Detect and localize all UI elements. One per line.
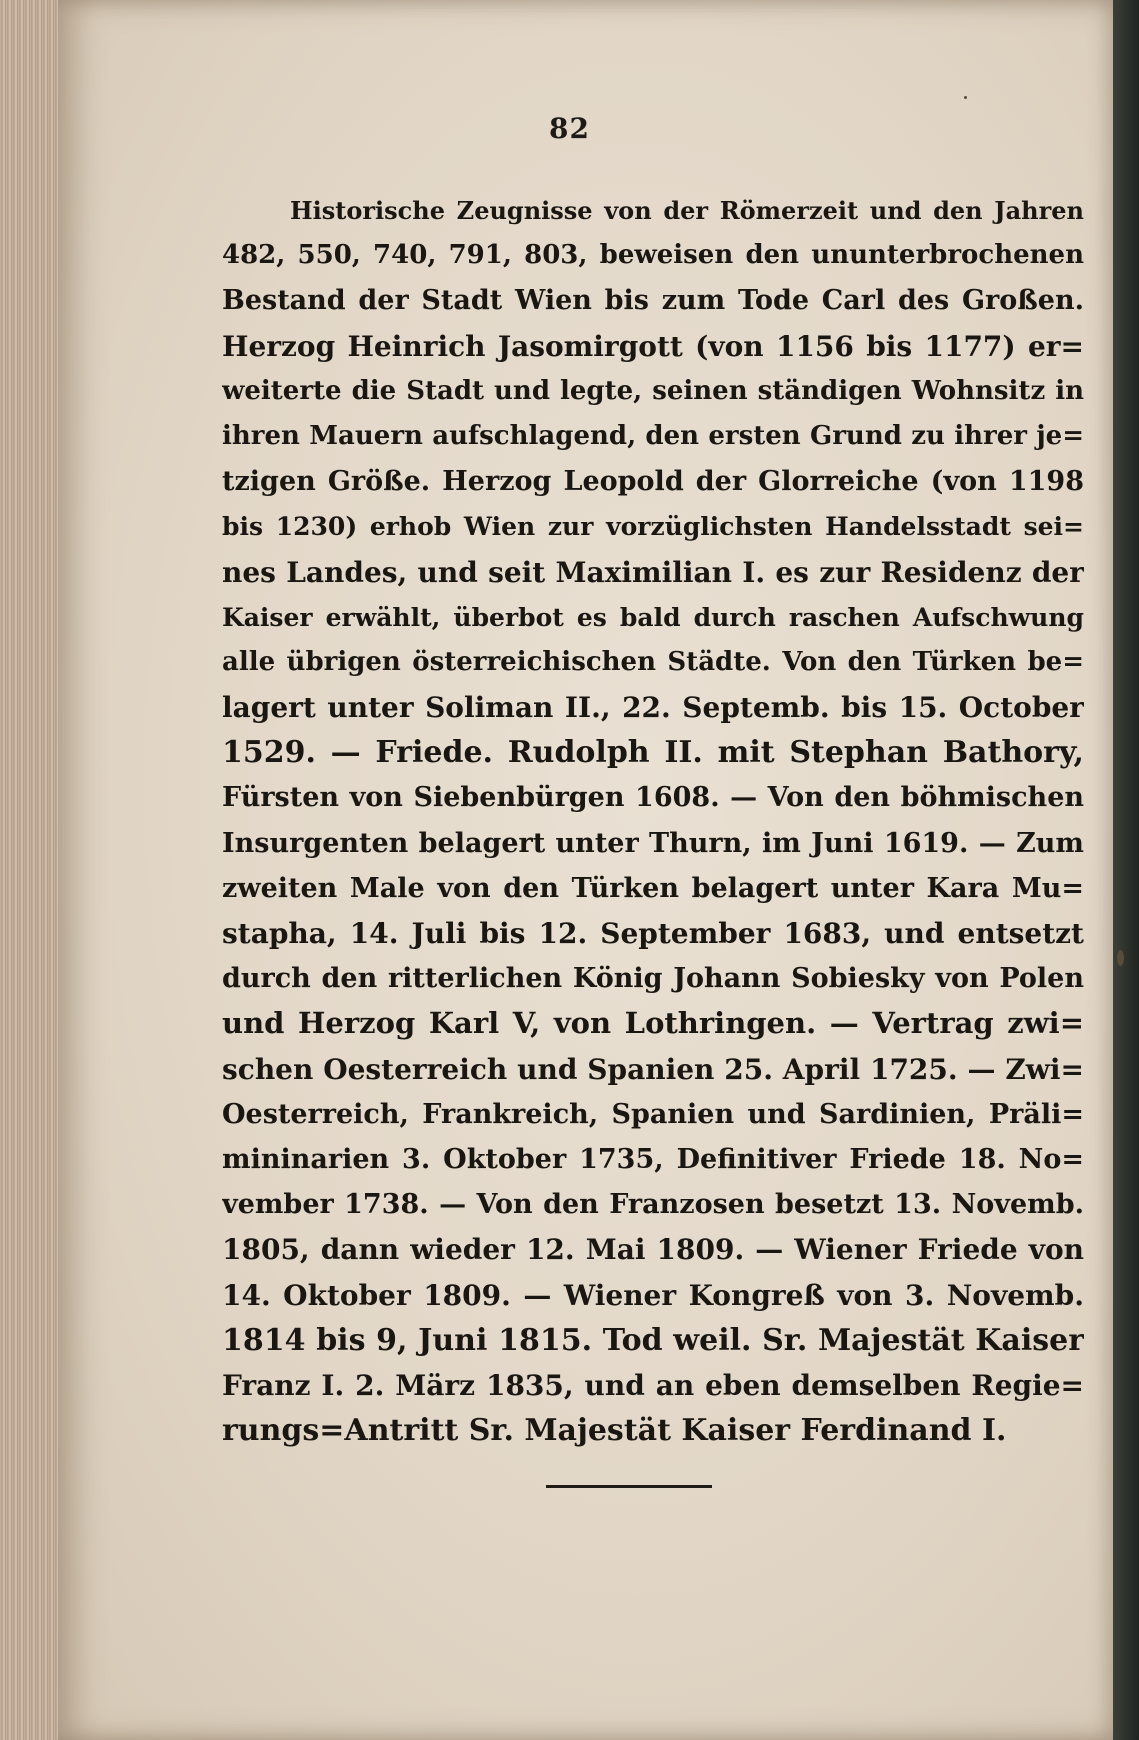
text-line: Insurgenten belagert unter Thurn, im Juni 1619. — Zum <box>222 827 1084 859</box>
ink-speck <box>1117 950 1124 966</box>
text-line: vember 1738. — Von den Franzosen besetzt 13. Novemb. <box>222 1189 1084 1221</box>
text-line: 1805, dann wieder 12. Mai 1809. — Wiener Friede von <box>222 1233 1084 1267</box>
text-line: ihren Mauern aufschlagend, den ersten Grund zu ihrer je= <box>222 420 1084 451</box>
text-line: und Herzog Karl V, von Lothringen. — Vertrag zwi= <box>222 1006 1084 1041</box>
text-line: mininarien 3. Oktober 1735, Definitiver Friede 18. No= <box>222 1143 1084 1175</box>
page-number: 82 <box>549 112 590 145</box>
text-line: stapha, 14. Juli bis 12. September 1683, und entsetzt <box>222 917 1084 950</box>
text-line: zweiten Male von den Türken belagert unter Kara Mu= <box>222 872 1084 904</box>
text-line: schen Oesterreich und Spanien 25. April 1725. — Zwi= <box>222 1052 1084 1086</box>
text-line: weiterte die Stadt und legte, seinen ständigen Wohnsitz in <box>222 375 1084 406</box>
text-line: Bestand der Stadt Wien bis zum Tode Carl des Großen. <box>222 285 1084 317</box>
text-line: rungs=Antritt Sr. Majestät Kaiser Ferdinand I. <box>222 1413 1007 1449</box>
text-line: 1529. — Friede. Rudolph II. mit Stephan Bathory, <box>222 735 1084 771</box>
text-line: 482, 550, 740, 791, 803, beweisen den ununterbrochenen <box>222 240 1084 271</box>
text-line: Franz I. 2. März 1835, und an eben demselben Regie= <box>222 1368 1084 1402</box>
text-line: lagert unter Soliman II., 22. Septemb. bis 15. October <box>222 691 1084 725</box>
section-divider <box>546 1485 712 1488</box>
text-line: bis 1230) erhob Wien zur vorzüglichsten Handelsstadt sei= <box>222 512 1084 542</box>
text-line: 1814 bis 9, Juni 1815. Tod weil. Sr. Majestät Kaiser <box>222 1322 1084 1358</box>
text-line: Kaiser erwählt, überbot es bald durch raschen Aufschwung <box>222 602 1084 632</box>
body-text <box>222 188 1084 1453</box>
text-line: 14. Oktober 1809. — Wiener Kongreß von 3. Novemb. <box>222 1278 1084 1312</box>
text-line: durch den ritterlichen König Johann Sobiesky von Polen <box>222 963 1084 995</box>
text-line: Oesterreich, Frankreich, Spanien und Sardinien, Präli= <box>222 1098 1084 1130</box>
text-line: alle übrigen österreichischen Städte. Von den Türken be= <box>222 646 1084 677</box>
text-line: Historische Zeugnisse von der Römerzeit und den Jahren <box>290 196 1084 225</box>
binding-shadow <box>1113 0 1139 1740</box>
ink-speck <box>964 96 967 99</box>
text-line: tzigen Größe. Herzog Leopold der Glorreiche (von 1198 <box>222 466 1084 498</box>
text-line: nes Landes, und seit Maximilian I. es zur Residenz der <box>222 555 1084 589</box>
text-line: Fürsten von Siebenbürgen 1608. — Von den böhmischen <box>222 782 1084 814</box>
text-line: Herzog Heinrich Jasomirgott (von 1156 bis 1177) er= <box>222 329 1084 363</box>
